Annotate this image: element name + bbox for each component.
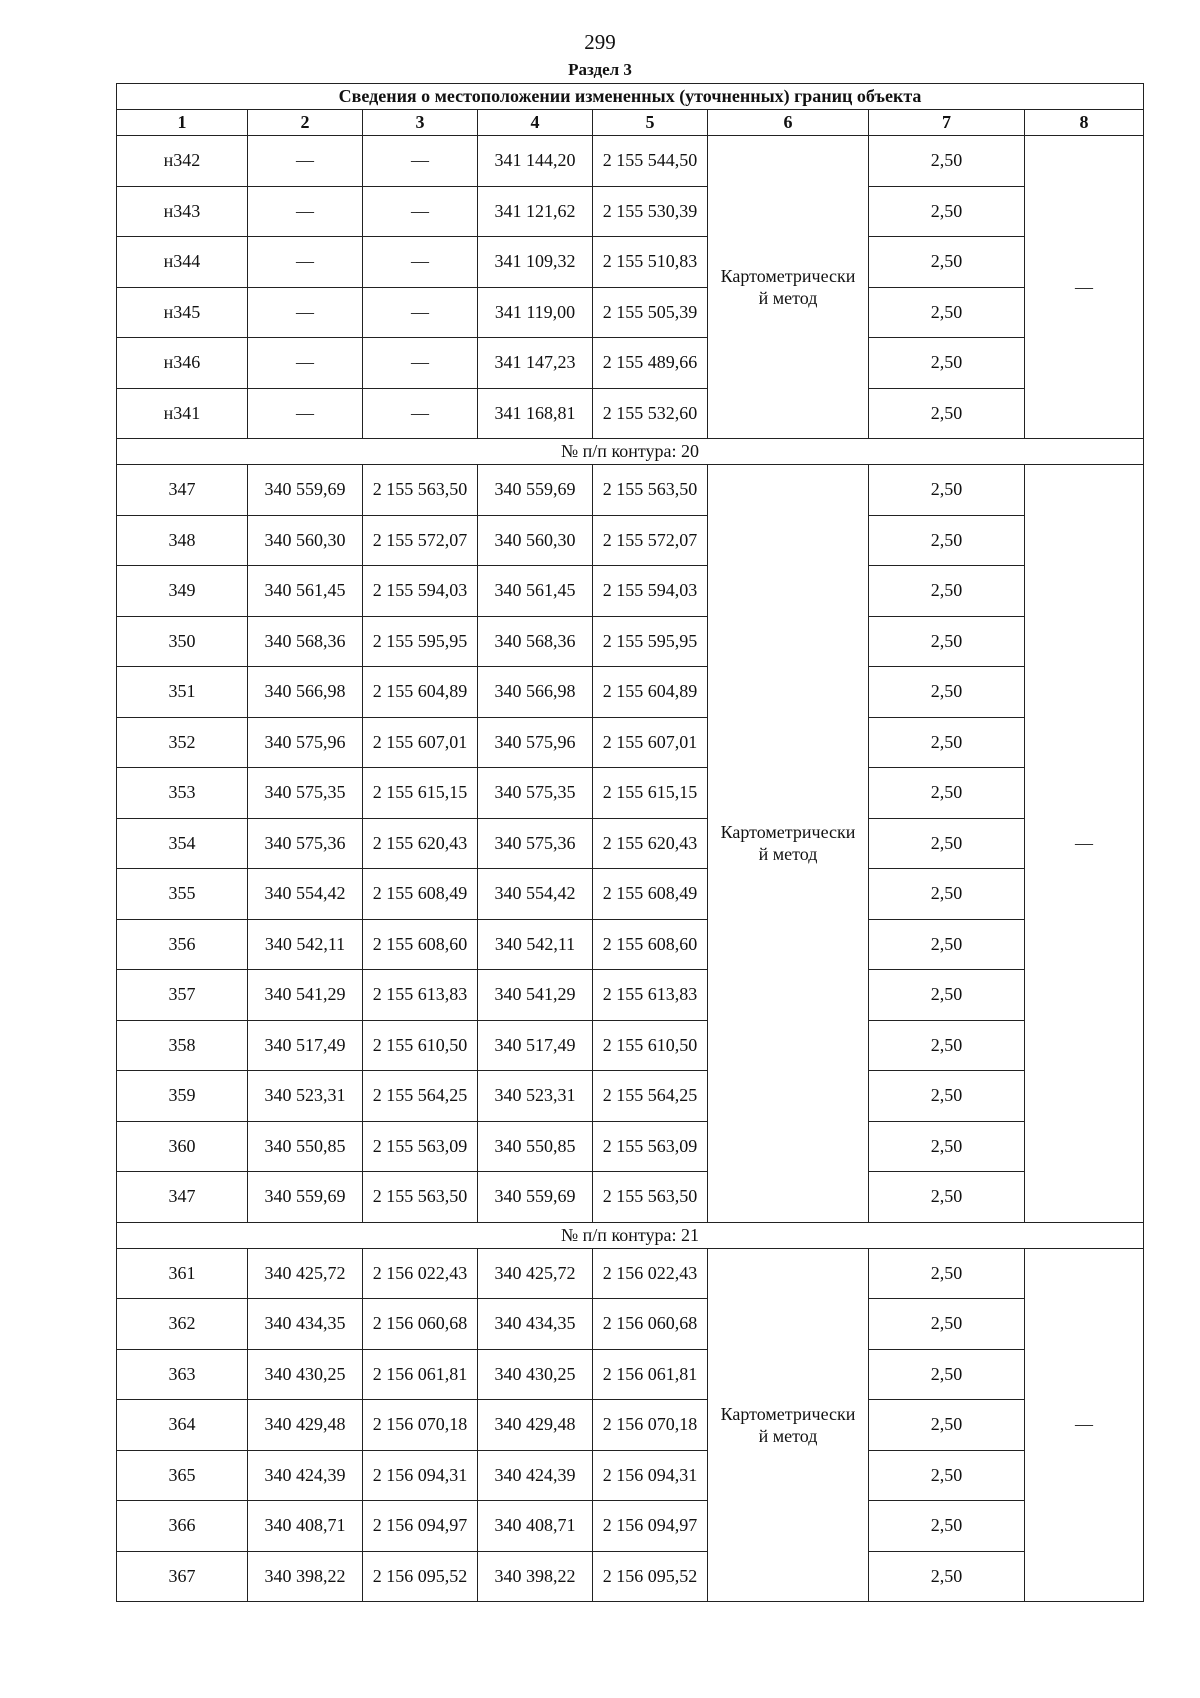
- section-title: Раздел 3: [568, 60, 632, 79]
- cell-col4: 340 575,36: [478, 818, 593, 869]
- cell-col3: 2 155 608,60: [363, 919, 478, 970]
- cell-col5: 2 156 095,52: [593, 1551, 708, 1602]
- table-title-row: [117, 84, 1144, 110]
- cell-col5: 2 155 610,50: [593, 1020, 708, 1071]
- cell-col3: 2 155 610,50: [363, 1020, 478, 1071]
- cell-col2: 340 559,69: [248, 465, 363, 516]
- cell-col4: 340 424,39: [478, 1450, 593, 1501]
- cell-col1: 360: [117, 1121, 248, 1172]
- cell-col1: н344: [117, 237, 248, 288]
- cell-col7: 2,50: [869, 1400, 1025, 1451]
- cell-col7: 2,50: [869, 1501, 1025, 1552]
- cell-col4: 340 568,36: [478, 616, 593, 667]
- cell-col5: 2 155 532,60: [593, 388, 708, 439]
- cell-col4: 341 109,32: [478, 237, 593, 288]
- cell-col2: 340 429,48: [248, 1400, 363, 1451]
- cell-col3: 2 156 061,81: [363, 1349, 478, 1400]
- table-row: [117, 1071, 1144, 1122]
- cell-col5: 2 155 608,49: [593, 869, 708, 920]
- cell-col1: 351: [117, 667, 248, 718]
- cell-col7: 2,50: [869, 1248, 1025, 1299]
- cell-col4: 340 434,35: [478, 1299, 593, 1350]
- cell-col5: 2 155 615,15: [593, 768, 708, 819]
- cell-col3: 2 155 608,49: [363, 869, 478, 920]
- table-row: [117, 136, 1144, 187]
- cell-col3: 2 156 060,68: [363, 1299, 478, 1350]
- cell-col4: 340 541,29: [478, 970, 593, 1021]
- cell-col1: 367: [117, 1551, 248, 1602]
- cell-col2: 340 424,39: [248, 1450, 363, 1501]
- cell-col7: 2,50: [869, 869, 1025, 920]
- contour-label-row: [117, 439, 1144, 465]
- table-row: [117, 465, 1144, 516]
- cell-col3: —: [363, 338, 478, 389]
- cell-col4: 341 119,00: [478, 287, 593, 338]
- cell-col2: —: [248, 287, 363, 338]
- cell-col1: 350: [117, 616, 248, 667]
- cell-col7: 2,50: [869, 717, 1025, 768]
- cell-col7: 2,50: [869, 768, 1025, 819]
- table-row: [117, 768, 1144, 819]
- cell-col1: 359: [117, 1071, 248, 1122]
- cell-col2: 340 575,36: [248, 818, 363, 869]
- cell-col3: 2 155 563,09: [363, 1121, 478, 1172]
- cell-col2: 340 559,69: [248, 1172, 363, 1223]
- column-header: 1: [117, 110, 248, 136]
- table-row: [117, 667, 1144, 718]
- cell-col4: 340 408,71: [478, 1501, 593, 1552]
- cell-col1: 357: [117, 970, 248, 1021]
- cell-col4: 341 121,62: [478, 186, 593, 237]
- cell-col3: 2 155 595,95: [363, 616, 478, 667]
- table-title: Сведения о местоположении измененных (уточненных) границ объекта: [117, 84, 1144, 110]
- cell-col4: 340 560,30: [478, 515, 593, 566]
- cell-col5: 2 155 607,01: [593, 717, 708, 768]
- cell-col7: 2,50: [869, 1299, 1025, 1350]
- cell-col7: 2,50: [869, 1450, 1025, 1501]
- cell-col3: 2 155 620,43: [363, 818, 478, 869]
- cell-col7: 2,50: [869, 818, 1025, 869]
- cell-col1: 354: [117, 818, 248, 869]
- cell-col1: 361: [117, 1248, 248, 1299]
- table-row: [117, 338, 1144, 389]
- cell-col4: 340 554,42: [478, 869, 593, 920]
- cell-col3: 2 156 095,52: [363, 1551, 478, 1602]
- cell-col1: 363: [117, 1349, 248, 1400]
- cell-col2: 340 408,71: [248, 1501, 363, 1552]
- cell-col4: 340 559,69: [478, 1172, 593, 1223]
- cell-col5: 2 155 572,07: [593, 515, 708, 566]
- table-row: [117, 869, 1144, 920]
- cell-col2: 340 566,98: [248, 667, 363, 718]
- column-header: 5: [593, 110, 708, 136]
- cell-col5: 2 155 544,50: [593, 136, 708, 187]
- table-row: [117, 970, 1144, 1021]
- contour-label: № п/п контура: 21: [117, 1222, 1144, 1248]
- column-header: 4: [478, 110, 593, 136]
- cell-col7: 2,50: [869, 1172, 1025, 1223]
- cell-col3: 2 155 563,50: [363, 465, 478, 516]
- cell-col1: н341: [117, 388, 248, 439]
- cell-col1: 358: [117, 1020, 248, 1071]
- cell-col2: 340 542,11: [248, 919, 363, 970]
- cell-col4: 340 566,98: [478, 667, 593, 718]
- column-header: 6: [708, 110, 869, 136]
- table-row: [117, 566, 1144, 617]
- table-row: [117, 237, 1144, 288]
- cell-col5: 2 155 620,43: [593, 818, 708, 869]
- cell-col4: 340 550,85: [478, 1121, 593, 1172]
- table-row: [117, 1349, 1144, 1400]
- cell-col4: 340 517,49: [478, 1020, 593, 1071]
- cell-col7: 2,50: [869, 919, 1025, 970]
- cell-col2: 340 550,85: [248, 1121, 363, 1172]
- cell-col3: —: [363, 186, 478, 237]
- cell-col7: 2,50: [869, 1071, 1025, 1122]
- cell-col5: 2 156 060,68: [593, 1299, 708, 1350]
- column-header: 3: [363, 110, 478, 136]
- cell-col7: 2,50: [869, 186, 1025, 237]
- cell-col4: 340 425,72: [478, 1248, 593, 1299]
- cell-col4: 341 147,23: [478, 338, 593, 389]
- table-row: [117, 515, 1144, 566]
- cell-col1: 347: [117, 1172, 248, 1223]
- cell-col5: 2 155 510,83: [593, 237, 708, 288]
- method-cell: Картометрически й метод: [708, 1248, 869, 1602]
- cell-col1: н342: [117, 136, 248, 187]
- cell-col1: н345: [117, 287, 248, 338]
- cell-col3: —: [363, 287, 478, 338]
- cell-col4: 341 144,20: [478, 136, 593, 187]
- cell-col5: 2 155 613,83: [593, 970, 708, 1021]
- cell-col8: —: [1025, 136, 1144, 439]
- cell-col2: —: [248, 136, 363, 187]
- table-row: [117, 919, 1144, 970]
- method-cell: Картометрически й метод: [708, 465, 869, 1223]
- cell-col2: 340 434,35: [248, 1299, 363, 1350]
- cell-col1: 347: [117, 465, 248, 516]
- cell-col3: 2 155 613,83: [363, 970, 478, 1021]
- cell-col4: 340 523,31: [478, 1071, 593, 1122]
- cell-col5: 2 156 094,97: [593, 1501, 708, 1552]
- cell-col5: 2 155 608,60: [593, 919, 708, 970]
- cell-col5: 2 156 061,81: [593, 1349, 708, 1400]
- cell-col7: 2,50: [869, 287, 1025, 338]
- cell-col4: 340 430,25: [478, 1349, 593, 1400]
- cell-col1: 364: [117, 1400, 248, 1451]
- cell-col1: н343: [117, 186, 248, 237]
- cell-col2: —: [248, 186, 363, 237]
- table-row: [117, 1020, 1144, 1071]
- cell-col4: 340 575,35: [478, 768, 593, 819]
- cell-col4: 340 398,22: [478, 1551, 593, 1602]
- cell-col7: 2,50: [869, 1349, 1025, 1400]
- cell-col8: —: [1025, 1248, 1144, 1602]
- cell-col2: 340 425,72: [248, 1248, 363, 1299]
- cell-col7: 2,50: [869, 1551, 1025, 1602]
- cell-col3: —: [363, 237, 478, 288]
- cell-col7: 2,50: [869, 667, 1025, 718]
- cell-col2: 340 568,36: [248, 616, 363, 667]
- cell-col5: 2 155 489,66: [593, 338, 708, 389]
- cell-col5: 2 155 563,50: [593, 465, 708, 516]
- cell-col7: 2,50: [869, 616, 1025, 667]
- table-row: [117, 1501, 1144, 1552]
- cell-col2: 340 398,22: [248, 1551, 363, 1602]
- table-row: [117, 818, 1144, 869]
- cell-col1: н346: [117, 338, 248, 389]
- cell-col5: 2 155 563,09: [593, 1121, 708, 1172]
- table-row: [117, 1172, 1144, 1223]
- cell-col7: 2,50: [869, 136, 1025, 187]
- cell-col3: 2 155 607,01: [363, 717, 478, 768]
- cell-col3: 2 155 572,07: [363, 515, 478, 566]
- cell-col7: 2,50: [869, 338, 1025, 389]
- cell-col1: 355: [117, 869, 248, 920]
- cell-col2: —: [248, 388, 363, 439]
- cell-col3: 2 155 564,25: [363, 1071, 478, 1122]
- cell-col4: 340 542,11: [478, 919, 593, 970]
- cell-col7: 2,50: [869, 388, 1025, 439]
- cell-col7: 2,50: [869, 237, 1025, 288]
- column-header: 2: [248, 110, 363, 136]
- cell-col2: —: [248, 338, 363, 389]
- cell-col2: 340 575,96: [248, 717, 363, 768]
- cell-col7: 2,50: [869, 465, 1025, 516]
- cell-col4: 341 168,81: [478, 388, 593, 439]
- cell-col1: 353: [117, 768, 248, 819]
- cell-col2: 340 523,31: [248, 1071, 363, 1122]
- cell-col5: 2 156 094,31: [593, 1450, 708, 1501]
- cell-col1: 352: [117, 717, 248, 768]
- cell-col7: 2,50: [869, 566, 1025, 617]
- cell-col2: 340 575,35: [248, 768, 363, 819]
- cell-col5: 2 155 505,39: [593, 287, 708, 338]
- table-row: [117, 1299, 1144, 1350]
- cell-col5: 2 156 070,18: [593, 1400, 708, 1451]
- table-row: [117, 1121, 1144, 1172]
- cell-col5: 2 155 530,39: [593, 186, 708, 237]
- table-row: [117, 717, 1144, 768]
- cell-col3: 2 155 563,50: [363, 1172, 478, 1223]
- contour-label-row: [117, 1222, 1144, 1248]
- table-row: [117, 1400, 1144, 1451]
- cell-col4: 340 561,45: [478, 566, 593, 617]
- cell-col2: 340 560,30: [248, 515, 363, 566]
- coordinates-table: [116, 83, 1144, 1602]
- cell-col7: 2,50: [869, 1020, 1025, 1071]
- cell-col3: —: [363, 136, 478, 187]
- table-row: [117, 388, 1144, 439]
- cell-col4: 340 559,69: [478, 465, 593, 516]
- cell-col4: 340 575,96: [478, 717, 593, 768]
- cell-col5: 2 155 594,03: [593, 566, 708, 617]
- cell-col1: 365: [117, 1450, 248, 1501]
- page-number: 299: [584, 30, 616, 54]
- cell-col1: 366: [117, 1501, 248, 1552]
- cell-col2: 340 430,25: [248, 1349, 363, 1400]
- cell-col1: 349: [117, 566, 248, 617]
- contour-label: № п/п контура: 20: [117, 439, 1144, 465]
- cell-col8: —: [1025, 465, 1144, 1223]
- cell-col3: 2 155 615,15: [363, 768, 478, 819]
- cell-col2: 340 561,45: [248, 566, 363, 617]
- column-header: 8: [1025, 110, 1144, 136]
- cell-col5: 2 155 564,25: [593, 1071, 708, 1122]
- cell-col1: 362: [117, 1299, 248, 1350]
- cell-col7: 2,50: [869, 970, 1025, 1021]
- table-row: [117, 1450, 1144, 1501]
- column-header-row: [117, 110, 1144, 136]
- cell-col1: 356: [117, 919, 248, 970]
- cell-col3: 2 155 594,03: [363, 566, 478, 617]
- cell-col2: 340 554,42: [248, 869, 363, 920]
- cell-col2: —: [248, 237, 363, 288]
- cell-col2: 340 541,29: [248, 970, 363, 1021]
- cell-col7: 2,50: [869, 1121, 1025, 1172]
- cell-col4: 340 429,48: [478, 1400, 593, 1451]
- table-row: [117, 186, 1144, 237]
- method-cell: Картометрически й метод: [708, 136, 869, 439]
- cell-col7: 2,50: [869, 515, 1025, 566]
- cell-col1: 348: [117, 515, 248, 566]
- cell-col5: 2 155 595,95: [593, 616, 708, 667]
- cell-col2: 340 517,49: [248, 1020, 363, 1071]
- cell-col5: 2 155 563,50: [593, 1172, 708, 1223]
- cell-col5: 2 155 604,89: [593, 667, 708, 718]
- column-header: 7: [869, 110, 1025, 136]
- table-row: [117, 287, 1144, 338]
- table-row: [117, 1248, 1144, 1299]
- cell-col3: 2 156 094,97: [363, 1501, 478, 1552]
- cell-col3: —: [363, 388, 478, 439]
- cell-col3: 2 155 604,89: [363, 667, 478, 718]
- table-row: [117, 616, 1144, 667]
- cell-col5: 2 156 022,43: [593, 1248, 708, 1299]
- table-row: [117, 1551, 1144, 1602]
- cell-col3: 2 156 070,18: [363, 1400, 478, 1451]
- cell-col3: 2 156 094,31: [363, 1450, 478, 1501]
- cell-col3: 2 156 022,43: [363, 1248, 478, 1299]
